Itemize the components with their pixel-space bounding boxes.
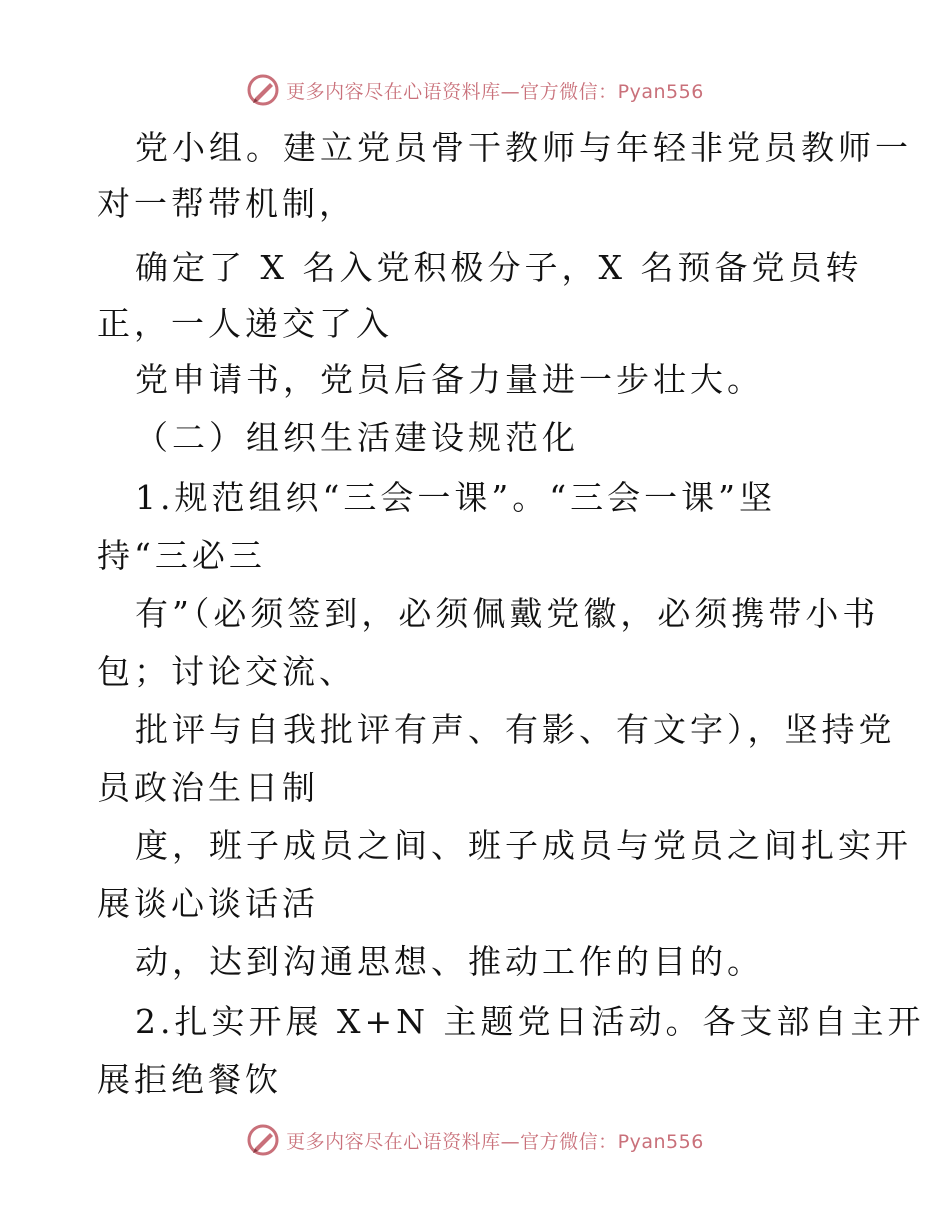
watermark-text: 更多内容尽在心语资料库—官方微信：Pyan556 — [286, 1130, 704, 1153]
text-line: 党申请书，党员后备力量进一步壮大。 — [135, 360, 764, 399]
text-line: 正，一人递交了入 — [97, 304, 393, 343]
header-watermark — [0, 70, 950, 110]
text-line: 持“三必三 — [97, 536, 266, 575]
text-line: 确定了 X 名入党积极分子，X 名预备党员转 — [135, 248, 863, 287]
text-line: 包；讨论交流、 — [97, 652, 356, 691]
text-line: 对一帮带机制， — [97, 184, 356, 223]
text-line: 党小组。建立党员骨干教师与年轻非党员教师一 — [135, 128, 912, 167]
text-line: 有”（必须签到，必须佩戴党徽，必须携带小书 — [135, 594, 880, 633]
pen-logo-icon — [246, 1123, 280, 1157]
text-line: 展拒绝餐饮 — [97, 1060, 282, 1099]
text-line: 动，达到沟通思想、推动工作的目的。 — [135, 942, 764, 981]
text-line: 员政治生日制 — [97, 768, 319, 807]
text-line: 批评与自我批评有声、有影、有文字），坚持党 — [135, 710, 896, 749]
text-line: 展谈心谈话活 — [97, 884, 319, 923]
text-line: 1.规范组织“三会一课”。“三会一课”坚 — [135, 478, 776, 517]
section-heading: （二）组织生活建设规范化 — [135, 418, 579, 457]
text-line: 度，班子成员之间、班子成员与党员之间扎实开 — [135, 826, 912, 865]
watermark-text: 更多内容尽在心语资料库—官方微信：Pyan556 — [286, 80, 704, 103]
footer-watermark — [0, 1120, 950, 1160]
pen-logo-icon — [246, 73, 280, 107]
text-line: 2.扎实开展 X+N 主题党日活动。各支部自主开 — [135, 1002, 925, 1041]
